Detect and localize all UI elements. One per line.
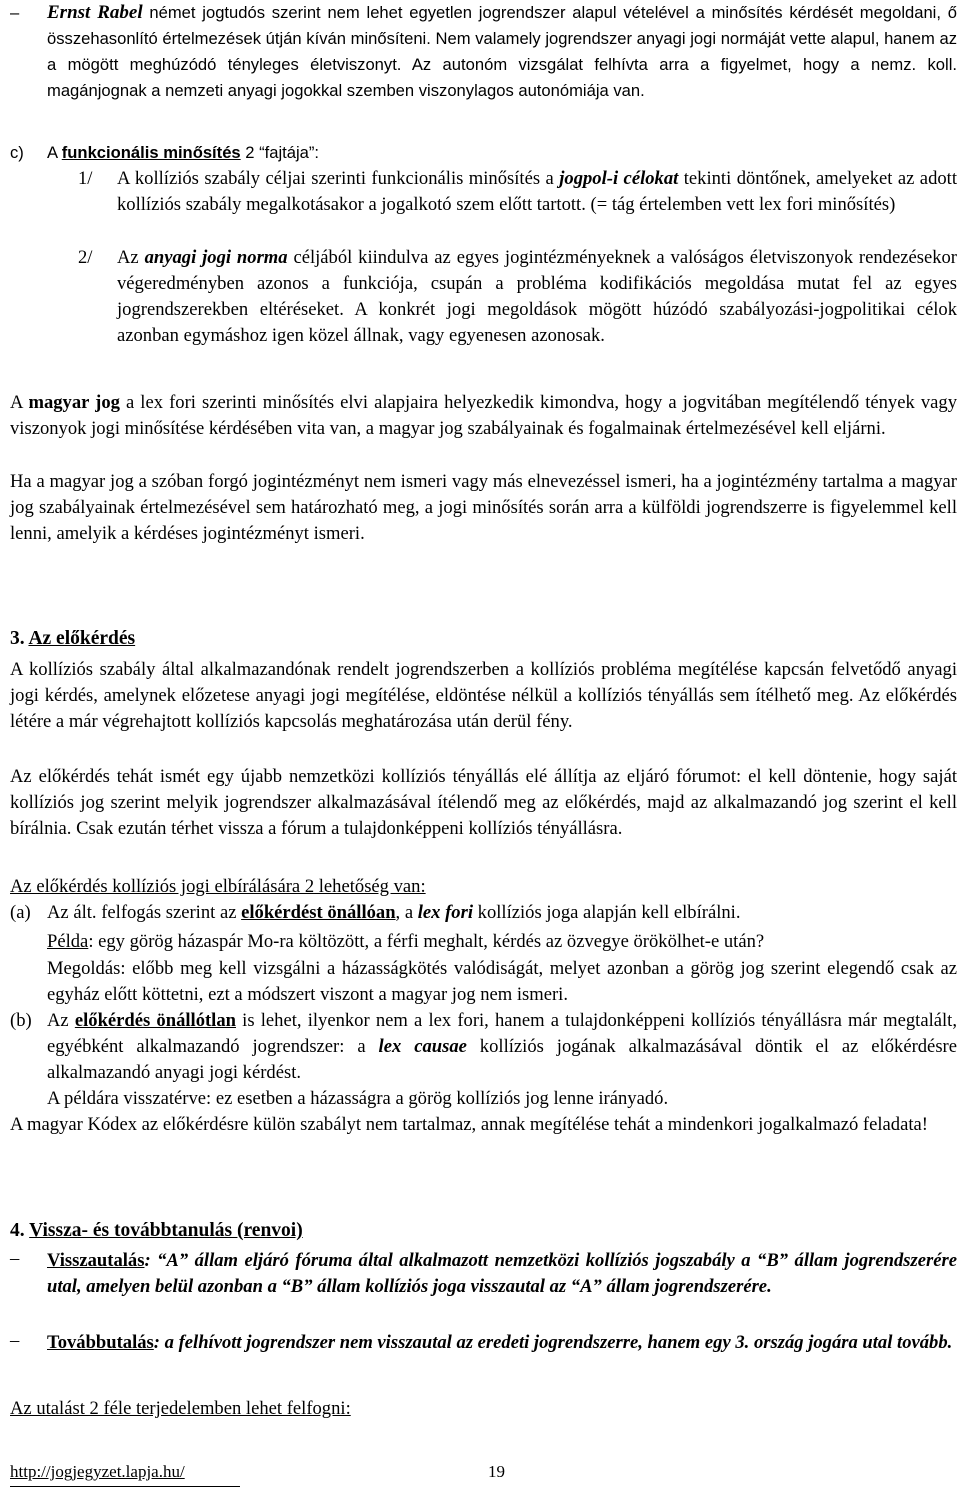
option-b-em: lex causae <box>378 1036 467 1057</box>
option-b-bu: előkérdés önállótlan <box>74 1010 236 1031</box>
vissza-dash: – <box>10 1248 20 1269</box>
example-text: : egy görög házaspár Mo-ra költözött, a férfi meghalt, kérdés az özvegye örökölhet-e után? <box>88 931 765 952</box>
item2-num: 2/ <box>78 247 93 268</box>
option-a-solution: Megoldás: előbb meg kell vizsgálni a házasságkötés valódiságát, melyet azonban a görög jog szerint elegendő csak az egyház előtt köttetni, ezt a módszert viszont a magyar jog nem ismeri. <box>47 958 957 1005</box>
item1-t1: A kollíziós szabály céljai szerinti funkcionális minősítés a <box>117 168 560 189</box>
section4-heading-text: Vissza- és továbbtanulás (renvoi) <box>29 1220 303 1241</box>
tovabb-label: Továbbutalás <box>47 1332 154 1353</box>
magyar-p1-b: magyar jog <box>28 392 120 413</box>
item1-t2: tekinti döntőnek, amelyeket az adott kollíziós szabály megalkotásakor a jogalkotó szem előtt tartott. (= tág értelemben vett lex fori minősítés) <box>117 168 957 215</box>
section3-heading <box>10 628 135 650</box>
page-number: 19 <box>488 1462 505 1481</box>
item1-text <box>117 166 957 218</box>
footer-link[interactable]: http://jogjegyzet.lapja.hu/ <box>10 1462 185 1481</box>
intro-name: Ernst Rabel <box>47 2 143 23</box>
section-c-heading <box>47 140 957 166</box>
section-c-bold: funkcionális minősítés <box>61 143 241 162</box>
item1-num: 1/ <box>78 168 93 189</box>
footer-rule <box>10 1486 240 1487</box>
option-a-bu: előkérdést önállóan <box>241 902 396 923</box>
section3-options-heading: Az előkérdés kollíziós jogi elbírálására 2 lehetőség van: <box>10 876 426 897</box>
option-b-marker: (b) <box>10 1010 32 1031</box>
section3-heading-num: 3. <box>10 628 29 649</box>
section4-heading <box>10 1220 303 1242</box>
section3-paragraph-2: Az előkérdés tehát ismét egy újabb nemzetközi kollíziós tényállás elé állítja az eljáró fórumot: el kell döntenie, hogy saját kollíziós jog szerint melyik jogrendszer alkalmazásával ítélendő meg az előkérdés, majd az alkalmazandó jog szerint el kell bírálnia. Csak ezután térhet vissza a fórum a tulajdonképpeni kollíziós tényállásra. <box>10 766 957 839</box>
section-c-pre: A <box>47 143 62 162</box>
intro-paragraph <box>47 0 957 104</box>
utalas-heading: Az utalást 2 féle terjedelemben lehet felfogni: <box>10 1398 351 1419</box>
tovabb-dash: – <box>10 1330 20 1351</box>
magyar-paragraph-1 <box>10 390 957 442</box>
section-c-post: 2 “fajtája”: <box>240 143 320 162</box>
magyar-paragraph-2: Ha a magyar jog a szóban forgó jogintézményt nem ismeri vagy más elnevezéssel ismeri, ha a jogintézmény tartalma a magyar jog szabályainak értelmezésével sem határozható meg, a jogi minősítés során arra a külföldi jogrendszerre is figyelemmel kell lenni, amelyik a kérdéses jogintézményt ismeri. <box>10 471 957 544</box>
option-b-back: A példára visszatérve: ez esetben a házasságra a görög kollíziós jog lenne irányadó. <box>47 1088 669 1109</box>
item1-em: jogpol-i célokat <box>559 168 679 189</box>
option-a-t2: , a <box>395 902 418 923</box>
magyar-p1-c: a lex fori szerinti minősítés elvi alapjaira helyezkedik kimondva, hogy a jogvitában megítélendő tények vagy viszonyok jogi minősítése kérdésében vita van, a magyar jog szabályainak és fogalmainak értelmezésével kell eljárni. <box>10 392 957 439</box>
intro-text: német jogtudós szerint nem lehet egyetlen jogrendszer alapul vételével a minősítés kérdését megoldani, ő összehasonlító értelmezések útján kíván minősíteni. Nem valamely jogrendszer anyagi jogi normáját vette alapul, hanem az a mögött meghúzódó tényleges életviszonyt. Az autonóm vizsgálat felhívta arra a figyelmet, hogy a nemz. koll. magánjognak a nemzeti anyagi jogokkal szemben viszonylagos autonómiája van. <box>47 3 957 100</box>
option-a-example <box>47 929 957 955</box>
option-b-t1: Az <box>47 1010 75 1031</box>
option-b-t3: kollíziós jogának alkalmazásával döntik el az előkérdésre alkalmazandó anyagi jogi kérdést. <box>47 1036 957 1083</box>
magyar-p1-a: A <box>10 392 29 413</box>
item2-text <box>117 245 957 349</box>
option-b-t2: is lehet, ilyenkor nem a lex fori, hanem a tulajdonképpeni kollíziós tényállásra már megtalált, egyébként alkalmazandó jogrendszer: a <box>47 1010 957 1057</box>
option-b-text <box>47 1008 957 1086</box>
section4-heading-num: 4. <box>10 1220 30 1241</box>
vissza-paragraph <box>47 1248 957 1300</box>
tovabb-text: : a felhívott jogrendszer nem visszautal az eredeti jogrendszerre, hanem egy 3. ország jogára utal tovább. <box>153 1332 953 1353</box>
option-a-marker: (a) <box>10 902 31 923</box>
example-label: Példa <box>47 931 89 952</box>
section3-heading-text: Az előkérdés <box>28 628 136 649</box>
item2-t2: céljából kiindulva az egyes jogintézményeknek a valóságos életviszonyok rendezésekor végeredményben azonos a funkciója, csupán a probléma kodifikációs megoldása mutat fel az egyes jogrendszerekben eltéréseket. A konkrét jogi megoldások mögött húzódó szabályozási-jogpolitikai célok azonban egymáshoz igen közel állnak, vagy egyenesen azonosak. <box>117 247 957 346</box>
tovabb-paragraph <box>47 1330 957 1356</box>
section-c-marker: c) <box>10 143 24 162</box>
item2-em: anyagi jogi norma <box>144 247 288 268</box>
item2-t1: Az <box>117 247 145 268</box>
kodex-paragraph: A magyar Kódex az előkérdésre külön szabályt nem tartalmaz, annak megítélése tehát a mindenkori jogalkalmazó feladata! <box>10 1114 928 1135</box>
option-a-t1: Az ált. felfogás szerint az <box>47 902 242 923</box>
option-a-text <box>47 900 957 926</box>
section3-paragraph-1: A kollíziós szabály által alkalmazandónak rendelt jogrendszerben a kollíziós probléma megítélése kapcsán felvetődő anyagi jogi kérdés, amelynek előzetese anyagi jogi megítélése, eldöntése nélkül a kollíziós tényállás sem ítélhető meg. Az előkérdés létére a már végrehajtott kollíziós kapcsolás meghatározása után derül fény. <box>10 659 957 732</box>
option-a-em: lex fori <box>417 902 474 923</box>
vissza-text: : “A” állam eljáró fóruma által alkalmazott nemzetközi kollíziós jogszabály a “B” állam jogrendszerére utal, amelyen belül azonban a “B” állam kollíziós joga visszautal az “A” állam jogrendszerére. <box>47 1250 957 1297</box>
option-a-t3: kollíziós joga alapján kell elbírálni. <box>473 902 741 923</box>
vissza-label: Visszautalás <box>47 1250 145 1271</box>
intro-dash: – <box>10 3 20 22</box>
